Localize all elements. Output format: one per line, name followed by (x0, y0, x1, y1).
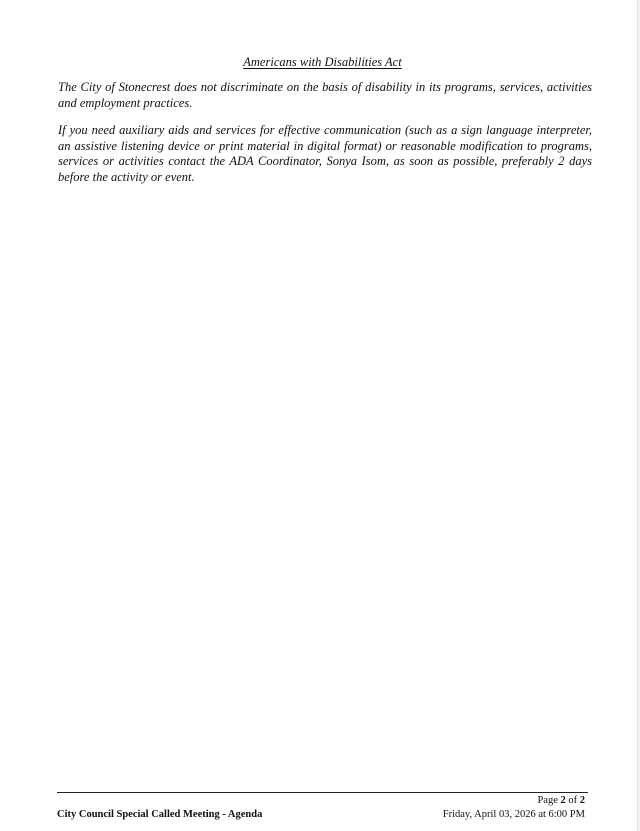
page-current: 2 (560, 795, 566, 806)
page-of: of (568, 795, 578, 806)
nondiscrimination-paragraph: The City of Stonecrest does not discriminate on the basis of disability in its programs, services, activities and employment practices. (58, 80, 592, 110)
meeting-title: City Council Special Called Meeting - Agenda (57, 809, 263, 820)
footer-divider (57, 792, 588, 793)
page-number (537, 795, 585, 806)
page-total: 2 (579, 795, 585, 806)
page-prefix: Page (537, 795, 558, 806)
document-heading: Americans with Disabilities Act (243, 55, 402, 69)
accommodation-paragraph: If you need auxiliary aids and services for effective communication (such as a sign language interpreter, an assistive listening device or print material in digital format) or reasonable modification to programs, services or activities contact the ADA Coordinator, Sonya Isom, as soon as possible, preferably 2 days before the activity or event. (58, 123, 592, 184)
meeting-datetime: Friday, April 03, 2026 at 6:00 PM (442, 809, 585, 820)
